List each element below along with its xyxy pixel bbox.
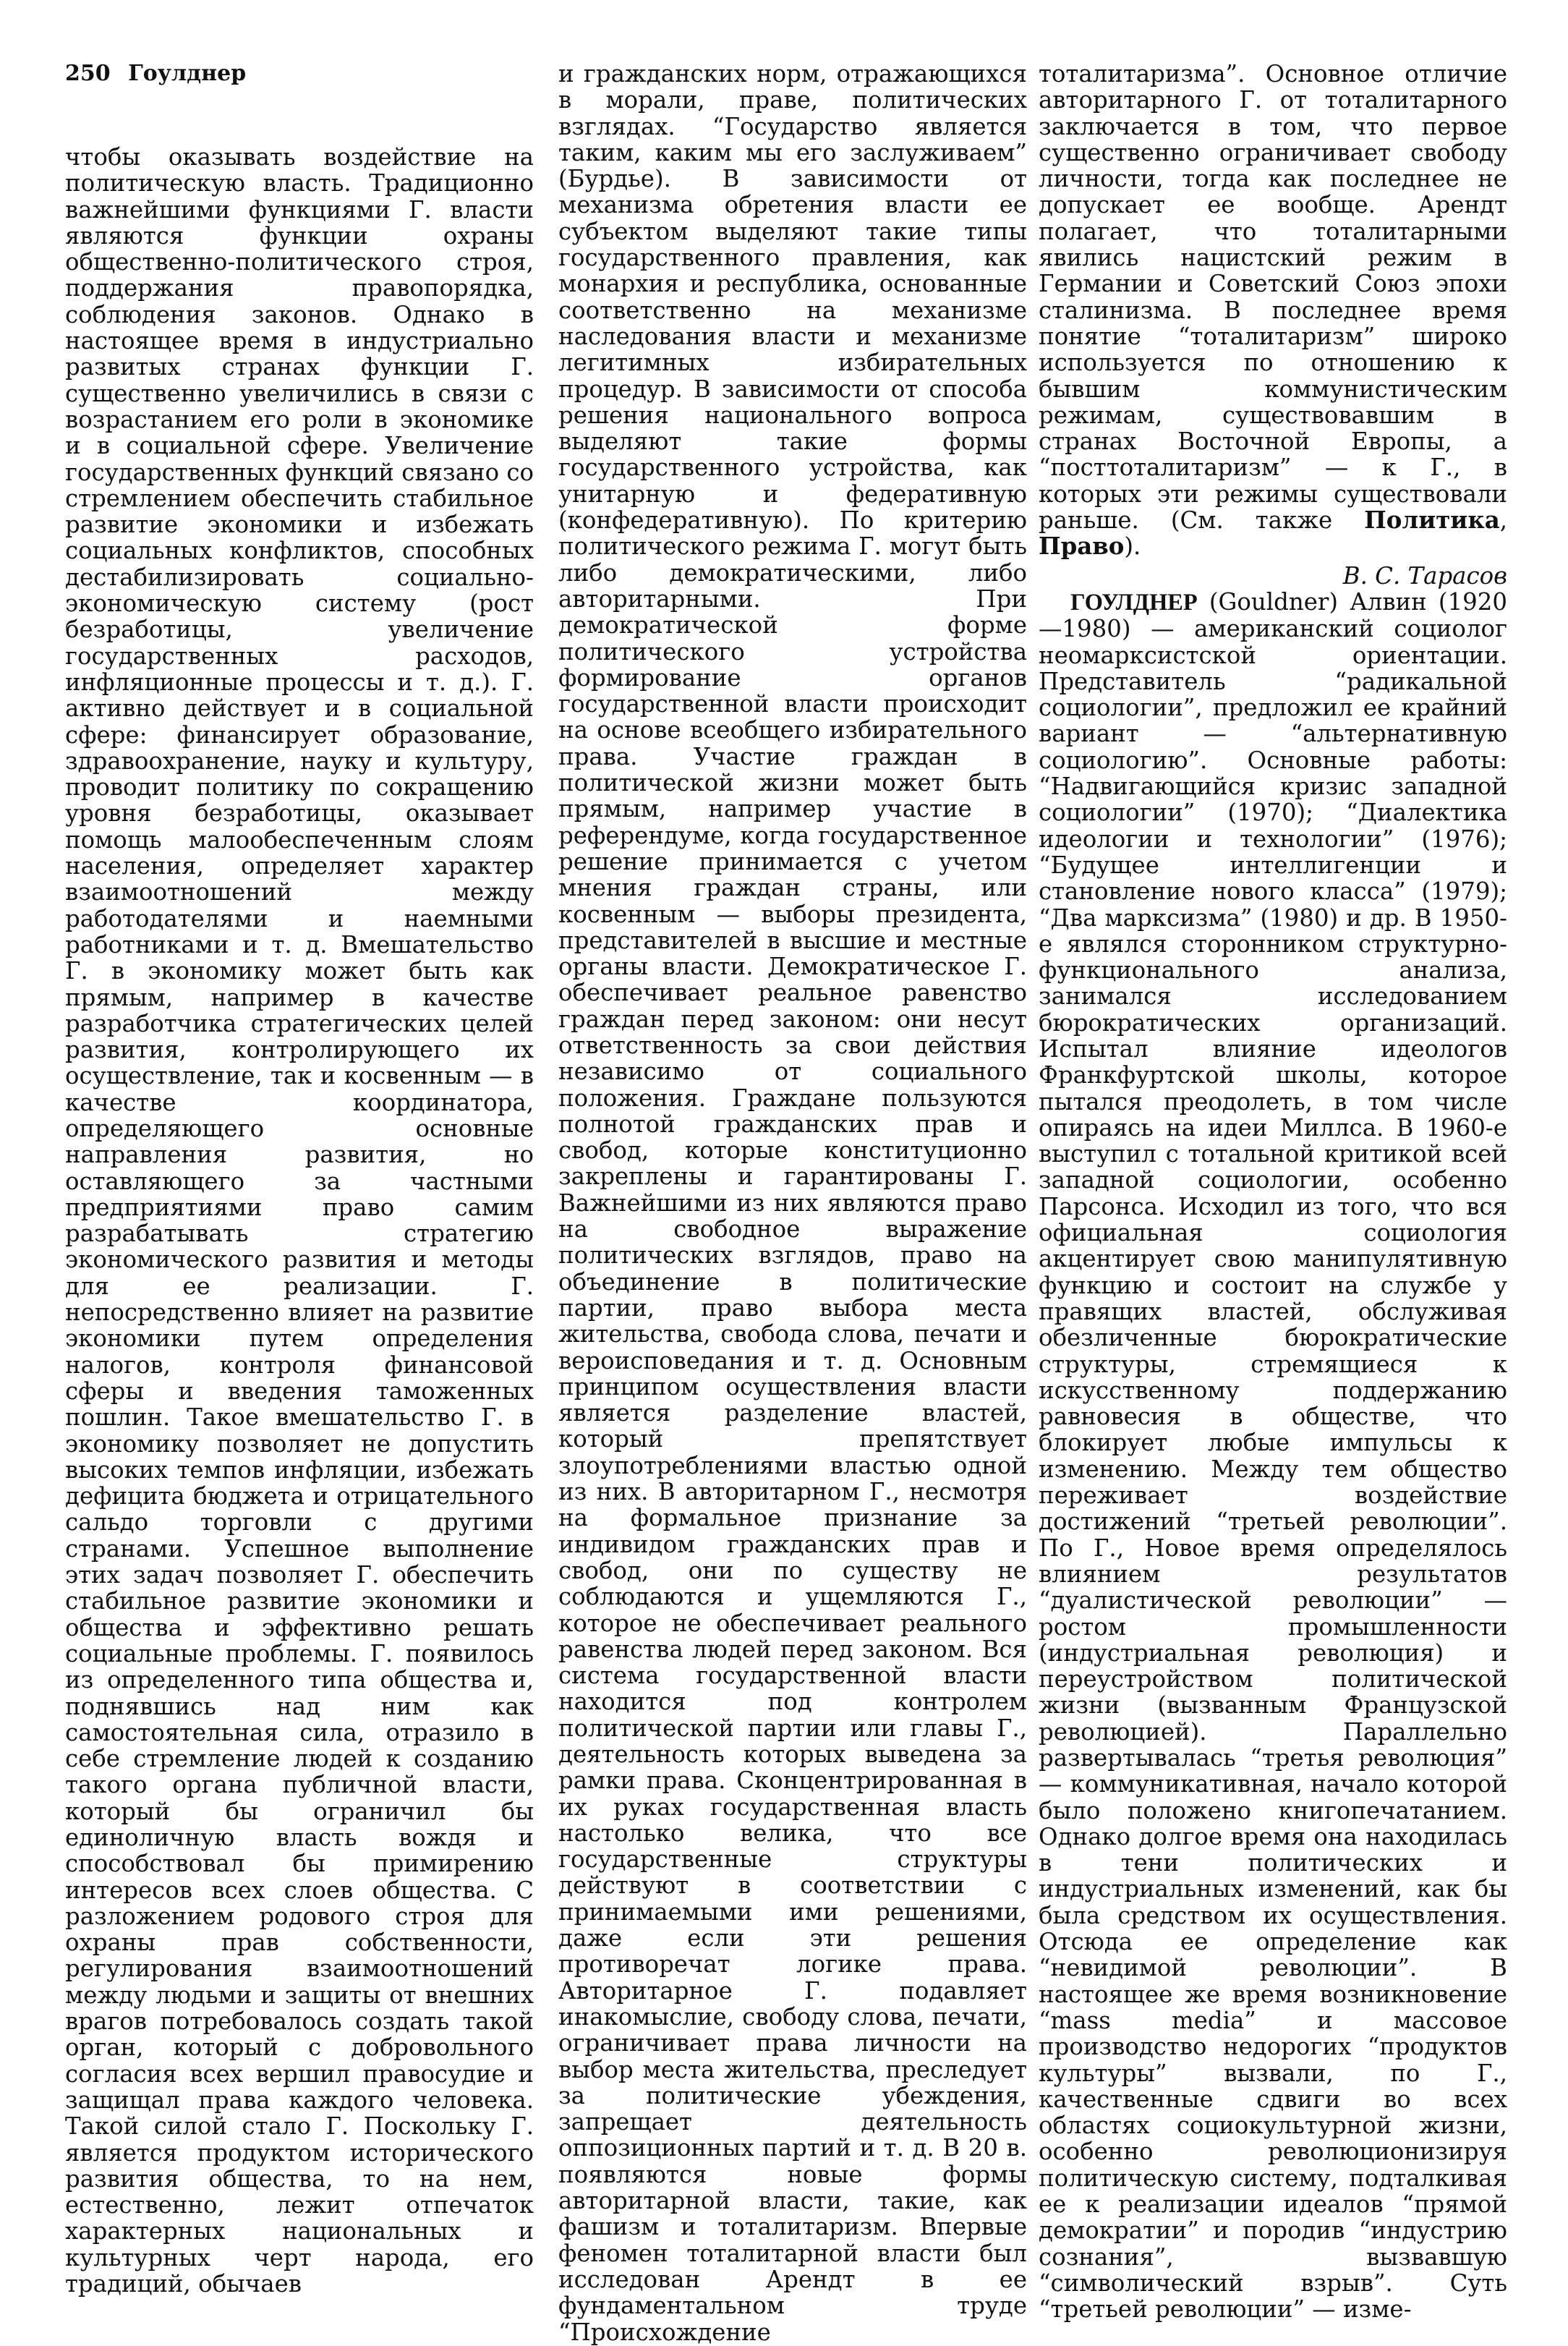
column-2 <box>558 61 1027 2345</box>
cross-reference-law[interactable]: Право <box>1039 532 1125 561</box>
column-3-text <box>1039 61 1507 560</box>
encyclopedia-entry <box>1039 589 1507 2323</box>
entry-headword: ГОУЛДНЕР <box>1070 589 1198 616</box>
entry-continuation-end: ). <box>1124 532 1141 561</box>
entry-body: (Gouldner) Алвин (1920—1980) — американский социолог неомарксистской ориентации. Представитель “радикальной социологии”, предложил ее крайний вариант — “альтернативную социологию”. Основные работы: “Надвигающийся кризис западной социологии” (1970); “Диалектика идеологии и технологии” (1976); “Будущее интеллигенции и становление нового класса” (1979); “Два марксизма” (1980) и др. В 1950-е являлся сторонником структурно-функционального анализа, занимался исследованием бюрократических организаций. Испытал влияние идеологов Франкфуртской школы, которое пытался преодолеть, в том числе опираясь на идеи Миллса. В 1960-е выступил с тотальной критикой всей западной социологии, особенно Парсонса. Исходил из того, что вся официальная социология акцентирует свою манипулятивную функцию и состоит на службе у правящих властей, обслуживая обезличенные бюрократические структуры, стремящиеся к искусственному поддержанию равновесия в обществе, что блокирует любые импульсы к изменению. Между тем общество переживает воздействие достижений “третьей революции”. По Г., Новое время определялось влиянием результатов “дуалистической революции” — ростом промышленности (индустриальная революция) и переустройством политической жизни (вызванным Французской революцией). Параллельно развертывалась “третья революция” — коммуникативная, начало которой было положено книгопечатанием. Однако долгое время она находилась в тени политических и индустриальных изменений, как бы была средством их осуществления. Отсюда ее определение как “невидимой революции”. В настоящее же время возникновение “mass media” и массовое производство недорогих “продуктов культуры” вызвали, по Г., качественные сдвиги во всех областях социокультурной жизни, особенно революционизируя политическую систему, подталкивая ее к реализации идеалов “прямой демократии” и породив “индустрию сознания”, вызвавшую “символический взрыв”. Суть “третьей революции” — изме- <box>1039 587 1507 2324</box>
column-3 <box>1039 61 1507 2323</box>
column-2-text: и гражданских норм, отражающихся в морали, праве, политических взглядах. “Государство является таким, каким мы его заслуживаем” (Бурдье). В зависимости от механизма обретения власти ее субъектом выделяют такие типы государственного правления, как монархия и республика, основанные соответственно на механизме наследования власти и механизме легитимных избирательных процедур. В зависимости от способа решения национального вопроса выделяют такие формы государственного устройства, как унитарную и федеративную (конфедеративную). По критерию политического режима Г. могут быть либо демократическими, либо авторитарными. При демократической форме политического устройства формирование органов государственной власти происходит на основе всеобщего избирательного права. Участие граждан в политической жизни может быть прямым, например участие в референдуме, когда государственное решение принимается с учетом мнения граждан страны, или косвенным — выборы президента, представителей в высшие и местные органы власти. Демократическое Г. обеспечивает реальное равенство граждан перед законом: они несут ответственность за свои действия независимо от социального положения. Граждане пользуются полнотой гражданских прав и свобод, которые конституционно закреплены и гарантированы Г. Важнейшими из них являются право на свободное выражение политических взглядов, право на объединение в политические партии, право выбора места жительства, свобода слова, печати и вероисповедания и т. д. Основным принципом осуществления власти является разделение властей, который препятствует злоупотреблениями властью одной из них. В авторитарном Г., несмотря на формальное признание за индивидом гражданских прав и свобод, они по существу не соблюдаются и ущемляются Г., которое не обеспечивает реального равенства людей перед законом. Вся система государственной власти находится под контролем политической партии или главы Г., деятельность которых выведена за рамки права. Сконцентрированная в их руках государственная власть настолько велика, что все государственные структуры действуют в соответствии с принимаемыми ими решениями, даже если эти решения противоречат логике права. Авторитарное Г. подавляет инакомыслие, свободу слова, печати, ограничивает права личности на выбор места жительства, преследует за политические убеждения, запрещает деятельность оппозиционных партий и т. д. В 20 в. появляются новые формы авторитарной власти, такие, как фашизм и тоталитаризм. Впервые феномен тоталитарной власти был исследован Арендт в ее фундаментальном труде “Происхождение <box>558 60 1027 2346</box>
column-1-text: чтобы оказывать воздействие на политическую власть. Традиционно важнейшими функциями Г. власти являются функции охраны общественно-политического строя, поддержания правопорядка, соблюдения законов. Однако в настоящее время в индустриально развитых странах функции Г. существенно увеличились в связи с возрастанием его роли в экономике и в социальной сфере. Увеличение государственных функций связано со стремлением обеспечить стабильное развитие экономики и избежать социальных конфликтов, способных дестабилизировать социально-экономическую систему (рост безработицы, увеличение государственных расходов, инфляционные процессы и т. д.). Г. активно действует и в социальной сфере: финансирует образование, здравоохранение, науку и культуру, проводит политику по сокращению уровня безработицы, оказывает помощь малообеспеченным слоям населения, определяет характер взаимоотношений между работодателями и наемными работниками и т. д. Вмешательство Г. в экономику может быть как прямым, например в качестве разработчика стратегических целей развития, контролирующего их осуществление, так и косвенным — в качестве координатора, определяющего основные направления развития, но оставляющего за частными предприятиями право самим разрабатывать стратегию экономического развития и методы для ее реализации. Г. непосредственно влияет на развитие экономики путем определения налогов, контроля финансовой сферы и введения таможенных пошлин. Такое вмешательство Г. в экономику позволяет не допустить высоких темпов инфляции, избежать дефицита бюджета и отрицательного сальдо торговли с другими странами. Успешное выполнение этих задач позволяет Г. обеспечить стабильное развитие экономики и общества и эффективно решать социальные проблемы. Г. появилось из определенного типа общества и, поднявшись над ним как самостоятельная сила, отразило в себе стремление людей к созданию такого органа публичной власти, который бы ограничил бы единоличную власть вождя и способствовал бы примирению интересов всех слоев общества. С разложением родового строя для охраны прав собственности, регулирования взаимоотношений между людьми и защиты от внешних врагов потребовалось создать такой орган, который с добровольного согласия всех вершил правосудие и защищал права каждого человека. Такой силой стало Г. Поскольку Г. является продуктом исторического развития общества, то на нем, естественно, лежит отпечаток характерных национальных и культурных черт народа, его традиций, обычаев <box>65 143 534 2298</box>
running-title: Гоулднер <box>128 61 247 86</box>
author-byline: В. С. Тарасов <box>1342 561 1507 590</box>
entry-continuation: тоталитаризма”. Основное отличие авторитарного Г. от тоталитарного заключается в том, что первое существенно ограничивает свободу личности, тогда как последнее не допускает ее вообще. Арендт полагает, что тоталитарными явились нацистский режим в Германии и Советский Союз эпохи сталинизма. В последнее время понятие “тоталитаризм” широко используется по отношению к бывшим коммунистическим режимам, существовавшим в странах Восточной Европы, а “посттоталитаризм” — к Г., в которых эти режимы существовали раньше. (См. также <box>1039 60 1507 535</box>
running-header <box>65 61 246 86</box>
column-1 <box>65 144 534 2297</box>
cross-reference-politics[interactable]: Политика <box>1364 506 1500 535</box>
separator: , <box>1499 506 1507 535</box>
page-number: 250 <box>65 61 111 86</box>
